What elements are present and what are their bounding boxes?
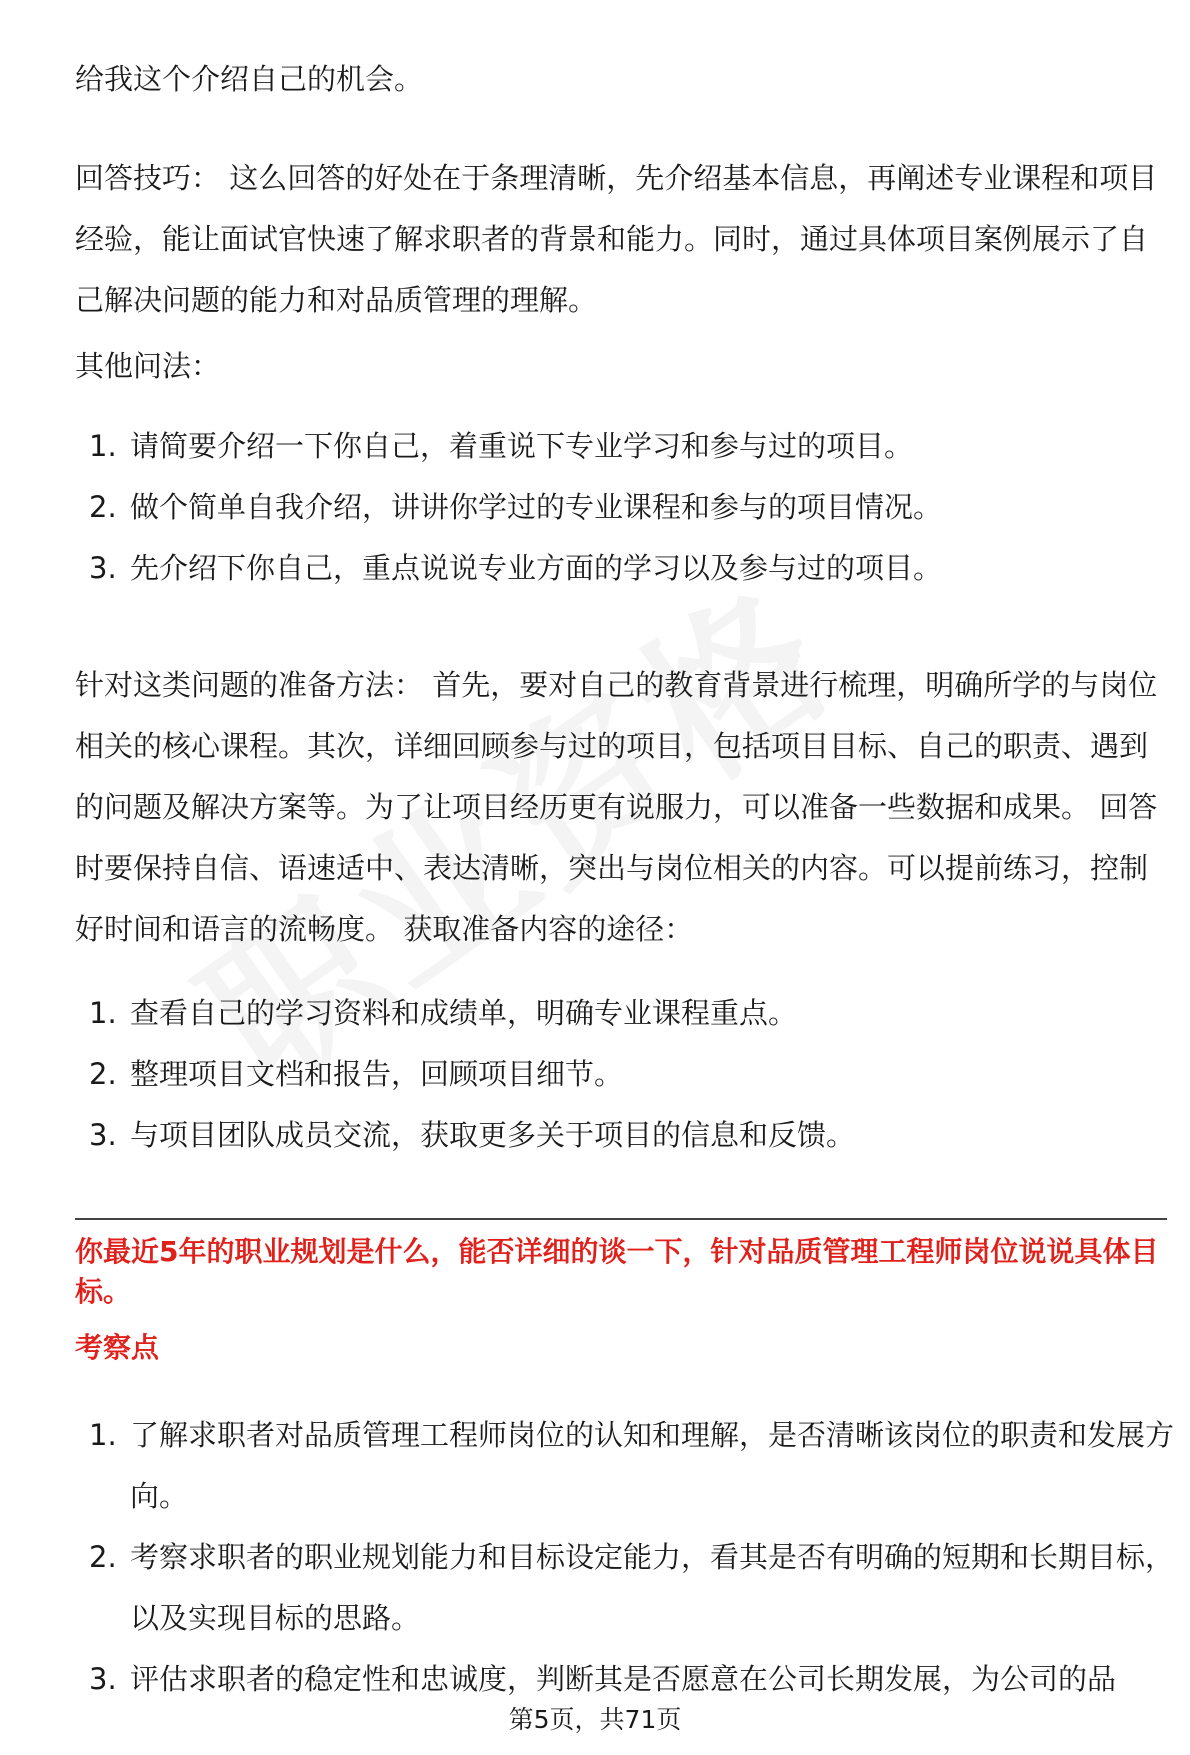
list-item-text: 做个简单自我介绍，讲讲你学过的专业课程和参与的项目情况。 xyxy=(130,490,943,524)
exam-points-heading: 考察点 xyxy=(75,1331,160,1364)
list-item xyxy=(75,983,1175,1044)
list-item xyxy=(75,477,1175,538)
list-number: 1. xyxy=(89,996,117,1030)
list-number: 3. xyxy=(89,1662,117,1696)
list-number: 2. xyxy=(89,490,117,524)
list-number: 1. xyxy=(89,1418,117,1452)
list-number: 3. xyxy=(89,1118,117,1152)
list-number: 3. xyxy=(89,551,117,585)
prep-paragraph xyxy=(75,655,1175,960)
list-item-text: 评估求职者的稳定性和忠诚度，判断其是否愿意在公司长期发展，为公司的品 xyxy=(130,1662,1117,1696)
list-item-text: 请简要介绍一下你自己，着重说下专业学习和参与过的项目。 xyxy=(130,429,914,463)
list-item xyxy=(75,1527,1175,1649)
list-item-text: 与项目团队成员交流，获取更多关于项目的信息和反馈。 xyxy=(130,1118,856,1152)
list-number: 2. xyxy=(89,1057,117,1091)
answer-tip-paragraph xyxy=(75,148,1175,331)
prep-text: 首先，要对自己的教育背景进行梳理，明确所学的与岗位相关的核心课程。其次，详细回顾参与过的项目，包括项目目标、自己的职责、遇到的问题及解决方案等。为了让项目经历更有说服力，可以准备一些数据和成果。 回答时要保持自信、语速适中、表达清晰，突出与岗位相关的内容。可以提前练习，控制好时间和语言的流畅度。 获取准备内容的途径： xyxy=(75,668,1158,946)
prep-label: 针对这类问题的准备方法： xyxy=(75,668,424,702)
section-divider xyxy=(75,1218,1167,1220)
question-heading: 你最近5年的职业规划是什么，能否详细的谈一下，针对品质管理工程师岗位说说具体目标。 xyxy=(75,1235,1159,1308)
list-item xyxy=(75,1405,1175,1527)
list-item-text: 查看自己的学习资料和成绩单，明确专业课程重点。 xyxy=(130,996,798,1030)
other-ways-list xyxy=(75,416,1175,599)
list-number: 2. xyxy=(89,1540,117,1574)
list-item xyxy=(75,1044,1175,1105)
prep-sources-list xyxy=(75,983,1175,1166)
answer-tip-text: 这么回答的好处在于条理清晰，先介绍基本信息，再阐述专业课程和项目经验，能让面试官快速了解求职者的背景和能力。同时，通过具体项目案例展示了自己解决问题的能力和对品质管理的理解。 xyxy=(75,161,1158,317)
other-ways-heading: 其他问法： xyxy=(75,349,221,383)
list-item-text: 整理项目文档和报告，回顾项目细节。 xyxy=(130,1057,624,1091)
list-item-text: 考察求职者的职业规划能力和目标设定能力，看其是否有明确的短期和长期目标，以及实现目标的思路。 xyxy=(130,1540,1175,1635)
intro-end-text: 给我这个介绍自己的机会。 xyxy=(75,62,424,96)
exam-points-list xyxy=(75,1405,1175,1710)
list-item xyxy=(75,538,1175,599)
list-item xyxy=(75,1105,1175,1166)
page-footer: 第5页，共71页 xyxy=(508,1705,682,1734)
list-number: 1. xyxy=(89,429,117,463)
list-item xyxy=(75,416,1175,477)
list-item-text: 先介绍下你自己，重点说说专业方面的学习以及参与过的项目。 xyxy=(130,551,943,585)
list-item-text: 了解求职者对品质管理工程师岗位的认知和理解，是否清晰该岗位的职责和发展方向。 xyxy=(130,1418,1175,1513)
answer-tip-label: 回答技巧： xyxy=(75,161,221,195)
